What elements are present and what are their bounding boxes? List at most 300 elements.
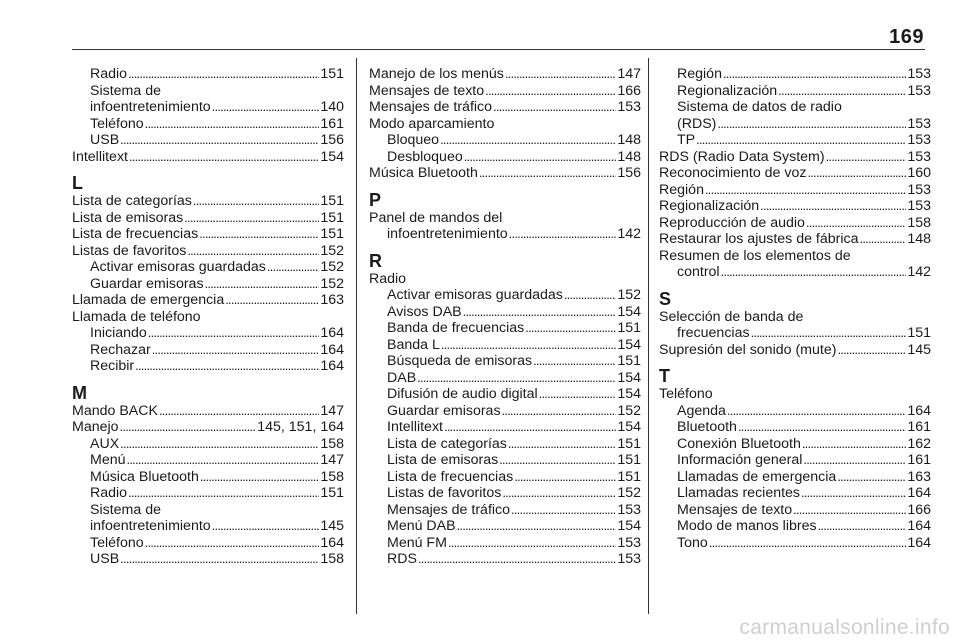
leader-dots <box>738 419 906 436</box>
entry-page-number: 154 <box>617 386 641 402</box>
entry-page-number: 161 <box>907 452 931 468</box>
index-subentry <box>72 276 344 293</box>
entry-page-number: 151 <box>617 353 641 369</box>
leader-dots <box>129 149 319 166</box>
entry-label: Mensajes de texto <box>369 82 485 99</box>
entry-label: TP <box>677 132 696 148</box>
entry-label: Región <box>677 66 722 82</box>
index-subentry <box>369 304 641 321</box>
entry-label: Teléfono <box>90 534 144 551</box>
entry-page-number: 152 <box>617 287 641 303</box>
leader-dots <box>184 210 319 227</box>
entry-label: Agenda <box>677 402 726 419</box>
index-subentry <box>659 264 931 281</box>
index-entry <box>659 231 931 248</box>
index-entry <box>659 182 931 199</box>
entry-label: Tono <box>677 534 708 551</box>
index-entry <box>72 210 344 227</box>
index-subentry <box>72 66 344 83</box>
leader-dots <box>502 485 616 502</box>
entry-page-number: 147 <box>617 66 641 82</box>
entry-label: Guardar emisoras <box>387 402 501 419</box>
leader-dots <box>200 469 319 486</box>
entry-label: Guardar emisoras <box>90 275 204 292</box>
leader-dots <box>778 83 906 100</box>
entry-label: Música Bluetooth <box>90 468 199 485</box>
entry-label: Lista de frecuencias <box>387 468 514 485</box>
entry-label: Iniciando <box>90 325 147 341</box>
index-entry-continuation: Sistema de datos de radio <box>677 99 842 115</box>
index-heading: Modo aparcamiento <box>369 115 495 132</box>
entry-label: Menú <box>90 452 126 468</box>
entry-label: Regionalización <box>677 82 778 99</box>
leader-dots <box>135 358 319 375</box>
entry-label: AUX <box>90 435 120 452</box>
entry-page-number: 151 <box>617 320 641 336</box>
entry-label: Llamadas de emergencia <box>677 468 837 485</box>
entry-label: USB <box>90 132 120 148</box>
index-subentry <box>72 485 344 502</box>
entry-page-number: 152 <box>320 259 344 275</box>
leader-dots <box>499 452 616 469</box>
entry-label: Reproducción de audio <box>659 214 805 231</box>
index-subentry <box>659 83 931 100</box>
entry-page-number: 156 <box>617 165 641 181</box>
entry-label: Activar emisoras guardadas <box>90 259 266 275</box>
index-subentry <box>72 259 344 276</box>
entry-page-number: 153 <box>617 551 641 567</box>
leader-dots <box>807 165 906 182</box>
leader-dots <box>457 518 617 535</box>
leader-dots <box>723 66 906 83</box>
index-subentry <box>369 337 641 354</box>
index-subentry <box>72 342 344 359</box>
index-subentry <box>659 66 931 83</box>
index-entry <box>369 165 641 182</box>
entry-page-number: 158 <box>320 435 344 452</box>
index-subentry <box>369 452 641 469</box>
index-subentry <box>72 132 344 149</box>
leader-dots <box>727 403 906 420</box>
index-subentry <box>72 116 344 133</box>
leader-dots <box>128 485 319 502</box>
index-heading: Selección de banda de <box>659 308 804 325</box>
index-subentry <box>369 419 641 436</box>
leader-dots <box>806 215 906 232</box>
leader-dots <box>212 99 320 116</box>
leader-dots <box>837 342 906 359</box>
entry-page-number: 164 <box>907 485 931 501</box>
leader-dots <box>802 436 906 453</box>
index-entry <box>72 419 344 436</box>
index-subentry <box>369 535 641 552</box>
entry-label: infoentretenimiento <box>387 226 508 242</box>
entry-label: Banda L <box>387 336 440 353</box>
page-number: 169 <box>889 26 924 48</box>
leader-dots <box>502 403 617 420</box>
entry-label: Música Bluetooth <box>369 165 478 181</box>
leader-dots <box>760 198 906 215</box>
entry-label: Menú DAB <box>387 518 456 534</box>
index-letter-heading: S <box>659 288 672 309</box>
leader-dots <box>444 419 616 436</box>
entry-label: Regionalización <box>659 198 760 214</box>
entry-page-number: 153 <box>907 115 931 132</box>
leader-dots <box>505 66 616 83</box>
index-letter-heading: R <box>369 250 382 271</box>
index-entry <box>659 198 931 215</box>
index-entry <box>659 215 931 232</box>
leader-dots <box>120 419 257 436</box>
entry-page-number: 164 <box>907 402 931 419</box>
index-entry <box>659 149 931 166</box>
index-subentry <box>369 551 641 568</box>
entry-label: Avisos DAB <box>387 303 462 320</box>
index-subentry <box>72 325 344 342</box>
index-subentry <box>369 403 641 420</box>
entry-page-number: 154 <box>617 303 641 320</box>
entry-page-number: 147 <box>320 402 344 419</box>
index-subentry <box>659 403 931 420</box>
entry-label: Región <box>659 181 704 198</box>
index-subentry <box>72 99 344 116</box>
entry-label: frecuencias <box>677 325 750 341</box>
entry-page-number: 153 <box>907 132 931 148</box>
index-entry <box>369 99 641 116</box>
entry-label: Listas de favoritos <box>72 242 187 259</box>
leader-dots <box>508 436 616 453</box>
leader-dots <box>225 292 319 309</box>
index-subentry <box>659 502 931 519</box>
index-subentry <box>659 469 931 486</box>
entry-label: Bloqueo <box>387 132 440 148</box>
index-entry <box>72 292 344 309</box>
index-letter-heading: M <box>72 382 87 403</box>
index-subentry <box>72 436 344 453</box>
leader-dots <box>159 403 319 420</box>
entry-label: RDS (Radio Data System) <box>659 148 825 165</box>
entry-label: Búsqueda de emisoras <box>387 353 533 369</box>
entry-label: Supresión del sonido (mute) <box>659 341 837 358</box>
entry-page-number: 153 <box>907 82 931 99</box>
entry-page-number: 154 <box>617 369 641 386</box>
index-entry <box>72 149 344 166</box>
leader-dots <box>533 353 616 370</box>
index-subentry <box>72 469 344 486</box>
entry-page-number: 164 <box>320 358 344 374</box>
index-entry <box>72 403 344 420</box>
leader-dots <box>511 502 616 519</box>
index-entry <box>72 243 344 260</box>
leader-dots <box>709 535 907 552</box>
entry-label: Restaurar los ajustes de fábrica <box>659 231 859 247</box>
entry-label: Mensajes de tráfico <box>387 501 511 518</box>
index-subentry <box>369 469 641 486</box>
leader-dots <box>127 452 320 469</box>
entry-page-number: 152 <box>617 485 641 501</box>
entry-page-number: 160 <box>907 165 931 181</box>
entry-label: (RDS) <box>677 115 717 132</box>
leader-dots <box>464 149 617 166</box>
index-entry <box>72 193 344 210</box>
index-subentry <box>659 485 931 502</box>
leader-dots <box>514 469 616 486</box>
entry-page-number: 158 <box>907 214 931 231</box>
entry-page-number: 153 <box>907 181 931 198</box>
entry-page-number: 151 <box>617 468 641 485</box>
index-heading: Resumen de los elementos de <box>659 247 851 264</box>
entry-label: infoentretenimiento <box>90 99 211 115</box>
entry-page-number: 148 <box>907 231 931 247</box>
leader-dots <box>837 469 906 486</box>
entry-page-number: 153 <box>907 198 931 214</box>
entry-page-number: 145 <box>320 518 344 534</box>
entry-page-number: 153 <box>617 501 641 518</box>
entry-label: Manejo <box>72 419 119 435</box>
entry-label: Teléfono <box>90 115 144 132</box>
leader-dots <box>128 66 319 83</box>
index-column-2 <box>369 66 641 568</box>
leader-dots <box>525 320 616 337</box>
entry-page-number: 156 <box>320 132 344 148</box>
entry-label: infoentretenimiento <box>90 518 211 534</box>
entry-label: Lista de frecuencias <box>72 226 199 242</box>
index-subentry <box>369 436 641 453</box>
entry-label: DAB <box>387 369 417 386</box>
leader-dots <box>717 116 906 133</box>
index-column-1 <box>72 66 344 568</box>
index-subentry <box>659 325 931 342</box>
index-column-3 <box>659 66 931 551</box>
leader-dots <box>417 370 616 387</box>
leader-dots <box>199 226 319 243</box>
entry-label: Desbloqueo <box>387 148 463 165</box>
watermark: carmanualsonline.info <box>739 616 950 639</box>
index-subentry <box>369 353 641 370</box>
leader-dots <box>801 485 906 502</box>
entry-label: Lista de categorías <box>72 193 192 209</box>
leader-dots <box>145 535 320 552</box>
entry-page-number: 161 <box>907 419 931 435</box>
entry-page-number: 148 <box>617 148 641 165</box>
entry-label: Menú FM <box>387 534 447 551</box>
entry-label: Banda de frecuencias <box>387 320 525 336</box>
leader-dots <box>803 452 906 469</box>
entry-label: Radio <box>90 485 128 501</box>
entry-page-number: 151 <box>617 452 641 468</box>
index-subentry <box>369 226 641 243</box>
index-heading: Radio <box>369 270 407 287</box>
entry-label: Mando BACK <box>72 402 158 419</box>
entry-page-number: 153 <box>617 99 641 115</box>
index-subentry <box>659 452 931 469</box>
leader-dots <box>148 325 320 342</box>
index-heading: Teléfono <box>659 386 713 402</box>
entry-label: Lista de emisoras <box>387 452 499 468</box>
entry-page-number: 148 <box>617 132 641 148</box>
leader-dots <box>826 149 907 166</box>
entry-label: Manejo de los menús <box>369 66 504 82</box>
index-letter-heading: L <box>72 173 83 193</box>
leader-dots <box>793 502 906 519</box>
leader-dots <box>120 436 319 453</box>
leader-dots <box>539 386 617 403</box>
entry-page-number: 152 <box>320 242 344 259</box>
leader-dots <box>564 287 616 304</box>
entry-label: Recibir <box>90 358 135 374</box>
entry-label: Mensajes de texto <box>677 501 793 518</box>
index-subentry <box>369 502 641 519</box>
entry-page-number: 151 <box>320 226 344 242</box>
index-subentry <box>659 518 931 535</box>
leader-dots <box>509 226 617 243</box>
entry-page-number: 161 <box>320 115 344 132</box>
index-subentry <box>72 518 344 535</box>
index-subentry <box>369 287 641 304</box>
entry-label: Conexión Bluetooth <box>677 435 801 452</box>
entry-page-number: 158 <box>320 468 344 485</box>
entry-page-number: 154 <box>617 518 641 534</box>
leader-dots <box>479 165 616 182</box>
leader-dots <box>696 132 906 149</box>
index-subentry <box>659 132 931 149</box>
entry-page-number: 145, 151, 164 <box>257 419 344 435</box>
entry-page-number: 164 <box>907 518 931 534</box>
entry-page-number: 164 <box>320 325 344 341</box>
entry-page-number: 164 <box>320 534 344 551</box>
index-subentry <box>72 452 344 469</box>
index-subentry <box>659 116 931 133</box>
index-letter-heading: P <box>369 189 382 210</box>
index-subentry <box>369 149 641 166</box>
entry-page-number: 163 <box>320 292 344 308</box>
entry-page-number: 166 <box>907 501 931 518</box>
leader-dots <box>493 99 616 116</box>
leader-dots <box>463 304 617 321</box>
column-divider <box>356 58 357 614</box>
leader-dots <box>418 551 616 568</box>
leader-dots <box>193 193 319 210</box>
index-heading: Llamada de teléfono <box>72 308 201 325</box>
entry-label: Intellitext <box>387 419 443 435</box>
entry-page-number: 151 <box>320 209 344 226</box>
entry-page-number: 142 <box>617 226 641 242</box>
entry-label: Modo de manos libres <box>677 518 817 534</box>
leader-dots <box>152 342 320 359</box>
entry-page-number: 154 <box>617 336 641 353</box>
entry-page-number: 153 <box>907 66 931 82</box>
entry-page-number: 163 <box>907 468 931 485</box>
entry-label: Listas de favoritos <box>387 485 502 501</box>
leader-dots <box>860 231 907 248</box>
index-subentry <box>659 419 931 436</box>
index-entry-continuation: Sistema de <box>90 82 161 99</box>
leader-dots <box>440 132 616 149</box>
entry-label: Información general <box>677 452 803 468</box>
entry-label: Llamadas recientes <box>677 485 801 501</box>
index-subentry <box>72 551 344 568</box>
entry-label: Lista de categorías <box>387 435 507 452</box>
leader-dots <box>705 182 906 199</box>
index-subentry <box>369 518 641 535</box>
entry-page-number: 162 <box>907 435 931 452</box>
entry-page-number: 166 <box>617 82 641 99</box>
index-subentry <box>369 132 641 149</box>
index-subentry <box>72 358 344 375</box>
entry-page-number: 140 <box>320 99 344 115</box>
entry-label: Reconocimiento de voz <box>659 165 807 181</box>
leader-dots <box>485 83 616 100</box>
index-entry <box>72 226 344 243</box>
index-entry <box>369 66 641 83</box>
index-subentry <box>369 370 641 387</box>
index-entry <box>659 342 931 359</box>
entry-label: Mensajes de tráfico <box>369 99 493 115</box>
entry-page-number: 142 <box>907 264 931 280</box>
index-entry-continuation: Sistema de <box>90 501 161 518</box>
entry-label: Lista de emisoras <box>72 209 184 226</box>
index-heading: Panel de mandos del <box>369 209 503 226</box>
entry-page-number: 154 <box>617 419 641 435</box>
leader-dots <box>818 518 907 535</box>
index-subentry <box>659 535 931 552</box>
entry-page-number: 151 <box>320 66 344 82</box>
entry-label: control <box>677 264 720 280</box>
entry-label: Llamada de emergencia <box>72 292 225 308</box>
index-subentry <box>659 436 931 453</box>
entry-label: USB <box>90 551 120 567</box>
entry-label: RDS <box>387 551 417 567</box>
leader-dots <box>120 132 319 149</box>
leader-dots <box>205 276 320 293</box>
entry-page-number: 153 <box>617 534 641 551</box>
entry-label: Radio <box>90 66 128 82</box>
entry-page-number: 154 <box>320 148 344 165</box>
entry-label: Difusión de audio digital <box>387 386 538 402</box>
column-divider <box>648 58 649 614</box>
index-entry <box>369 83 641 100</box>
entry-label: Activar emisoras guardadas <box>387 287 563 303</box>
entry-page-number: 152 <box>320 275 344 292</box>
leader-dots <box>267 259 319 276</box>
entry-page-number: 158 <box>320 551 344 567</box>
entry-label: Rechazar <box>90 341 151 358</box>
leader-dots <box>448 535 616 552</box>
leader-dots <box>441 337 616 354</box>
entry-page-number: 151 <box>320 193 344 209</box>
leader-dots <box>212 518 320 535</box>
index-letter-heading: T <box>659 366 670 386</box>
index-subentry <box>369 485 641 502</box>
leader-dots <box>751 325 907 342</box>
entry-page-number: 147 <box>320 452 344 468</box>
index-entry <box>659 165 931 182</box>
entry-page-number: 152 <box>617 402 641 419</box>
entry-page-number: 151 <box>617 435 641 452</box>
leader-dots <box>187 243 319 260</box>
entry-page-number: 164 <box>320 341 344 358</box>
index-subentry <box>369 320 641 337</box>
entry-page-number: 164 <box>907 534 931 551</box>
entry-label: Bluetooth <box>677 419 737 435</box>
leader-dots <box>120 551 319 568</box>
leader-dots <box>145 116 320 133</box>
entry-page-number: 153 <box>907 148 931 165</box>
leader-dots <box>721 264 907 281</box>
entry-label: Intellitext <box>72 148 128 165</box>
index-subentry <box>369 386 641 403</box>
entry-page-number: 151 <box>320 485 344 501</box>
